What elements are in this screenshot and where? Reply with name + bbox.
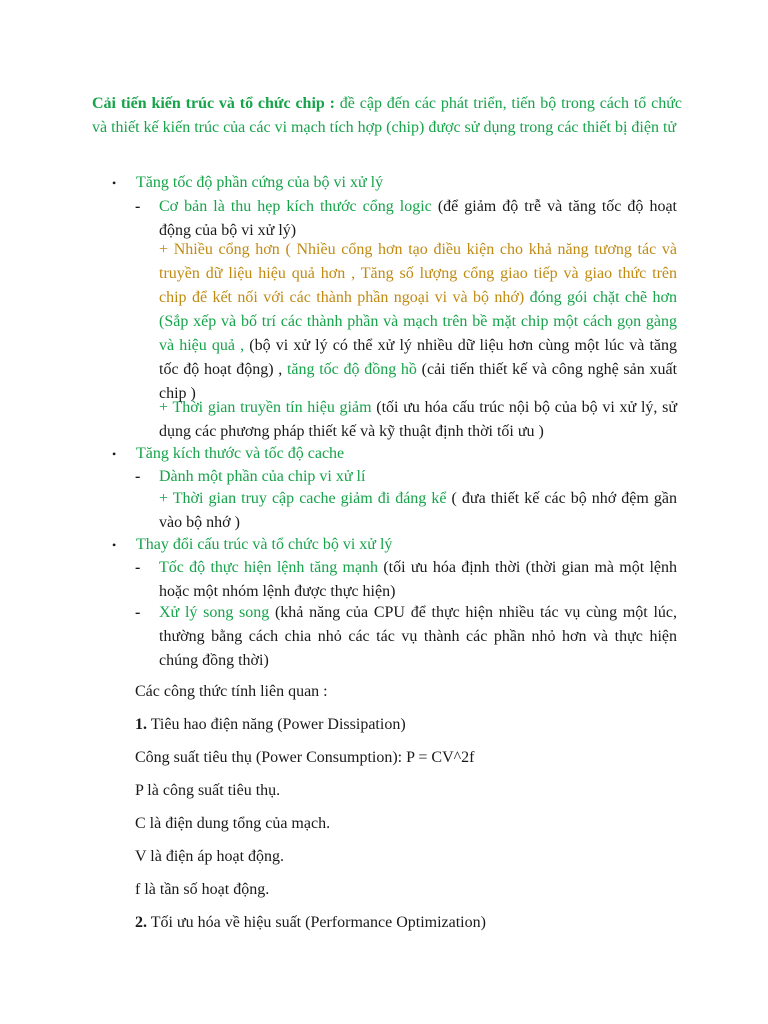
dash-marker: - [135,198,141,215]
dash-marker: - [135,604,141,621]
sec1-item-2 [159,238,677,406]
sec1-item-2-more-gates: + Nhiều cổng hơn ( Nhiều cổng hơn tạo điều kiện cho khả năng tương tác và truyền dữ liệu hiệu quả hơn , Tăng số lượng cổng giao tiếp và giao thức trên chip để kết nối với các thành phần ngoại vi và bộ nhớ) [159,241,677,306]
formulas-heading: Các công thức tính liên quan : [135,683,328,700]
var-c: C là điện dung tổng của mạch. [135,815,331,832]
sec3-item-1-rest: (tối ưu hóa định thời (thời gian mà một lệnh hoặc một nhóm lệnh được thực hiện) [159,559,678,600]
sec1-item-2-packing: đóng gói chặt chẽ hơn (Sắp xếp và bố trí các thành phần và mạch trên bề mặt chip một cách gọn gàng và hiệu quả , [159,289,677,354]
sec1-item-3-key: + Thời gian truyền tín hiệu giảm [159,399,372,416]
section-2-title: Tăng kích thước và tốc độ cache [136,445,345,462]
sec1-item-2-clock: tăng tốc độ đồng hồ [282,361,417,378]
sec3-item-2 [159,601,677,673]
sec1-item-2-detail: (bộ vi xử lý có thể xử lý nhiều dữ liệu hơn cùng một lúc và tăng tốc độ hoạt động) , [159,337,678,378]
intro-paragraph [92,92,682,140]
sec1-item-1 [159,195,677,243]
sec2-item-1-text: Dành một phần của chip vi xử lí [159,468,366,485]
sec3-item-2-rest: (khả năng của CPU để thực hiện nhiều tác vụ cùng một lúc, thường bằng cách chia nhỏ các tác vụ thành các phần nhỏ hơn và thực hiện chúng đồng thời) [159,604,677,669]
formula-2-heading [135,911,486,935]
sec2-item-2-rest: ( đưa thiết kế các bộ nhớ đệm gần vào bộ nhớ ) [159,490,678,531]
bullet-dot: • [112,176,117,190]
dash-marker: - [135,559,141,576]
sec2-item-1 [159,465,677,489]
sec1-item-1-rest: (để giảm độ trễ và tăng tốc độ hoạt động của bộ vi xử lý) [159,198,677,239]
formula-1-number: 1. [135,716,147,733]
sec1-item-2-clock-detail: (cải tiến thiết kế và công nghệ sản xuất chip ) [159,361,678,402]
intro-text: đề cập đến các phát triển, tiến bộ trong cách tổ chức và thiết kế kiến trúc của các vi mạch tích hợp (chip) được sử dụng trong các thiết bị điện tử [92,95,683,136]
sec3-item-1 [159,556,677,604]
sec2-item-2 [159,487,677,535]
formula-1-title: Tiêu hao điện năng (Power Dissipation) [147,716,406,733]
var-v: V là điện áp hoạt động. [135,848,285,865]
sec1-item-3-rest: (tối ưu hóa cấu trúc nội bộ của bộ vi xử lý, sử dụng các phương pháp thiết kế và kỹ thuật định thời tối ưu ) [159,399,677,440]
sec3-item-1-key: Tốc độ thực hiện lệnh tăng mạnh [159,559,379,576]
var-p: P là công suất tiêu thụ. [135,782,281,799]
formula-2-number: 2. [135,914,147,931]
var-f: f là tần số hoạt động. [135,881,270,898]
formula-1-heading [135,713,406,737]
power-formula: Công suất tiêu thụ (Power Consumption): P = CV^2f [135,749,475,766]
section-3-title: Thay đổi cấu trúc và tổ chức bộ vi xử lý [136,536,393,553]
sec1-item-3 [159,396,677,444]
bullet-dot: • [112,447,117,461]
formula-2-title: Tối ưu hóa về hiệu suất (Performance Optimization) [147,914,486,931]
section-1-title: Tăng tốc độ phần cứng của bộ vi xử lý [136,174,384,191]
intro-lead: Cải tiến kiến trúc và tổ chức chip : [92,95,335,112]
sec1-item-1-key: Cơ bản là thu hẹp kích thước cổng logic [159,198,432,215]
dash-marker: - [135,468,141,485]
bullet-dot: • [112,538,117,552]
sec3-item-2-key: Xử lý song song [159,604,270,621]
sec2-item-2-key: + Thời gian truy cập cache giảm đi đáng kể [159,490,447,507]
